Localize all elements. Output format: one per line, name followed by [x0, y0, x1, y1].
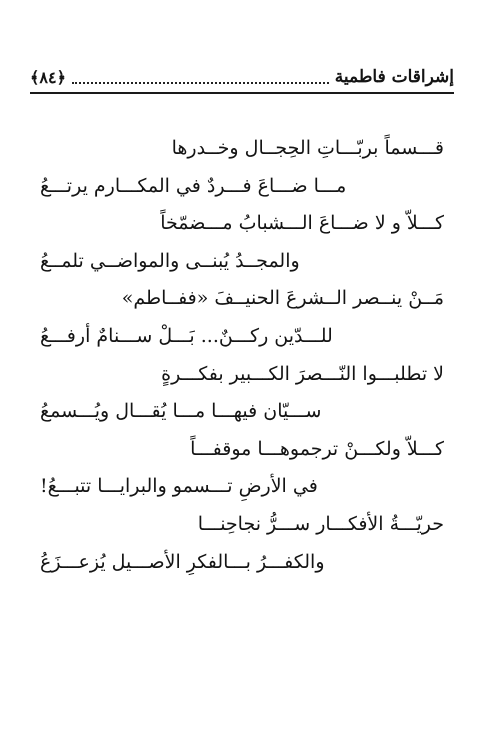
- verse-line: كـــلاّ ولكـــنْ ترجموهـــا موقفـــاً: [190, 437, 444, 460]
- verse-line: حريّـــةُ الأفكـــار ســـرُّ نجاحِنـــا: [197, 512, 444, 535]
- verse-line: والكفـــرُ بـــالفكرِ الأصـــيل يُزعـــزَعُ: [40, 550, 325, 573]
- verse-line: والمجــدُ يُبنــى والمواضــي تلمــعُ: [40, 249, 300, 272]
- verse-line: ســـيّان فيهـــا مـــا يُقـــال ويُـــسمعُ: [40, 400, 322, 423]
- verse-line: مَــنْ ينــصر الــشرعَ الحنيــفَ «ففــاطم»: [121, 287, 444, 310]
- verse-line: في الأرضِ تـــسمو والبرايـــا تتبـــعُ!: [40, 475, 318, 498]
- poem: [40, 130, 444, 581]
- header-rule: [30, 92, 454, 94]
- verse-line: مـــا ضـــاعَ فـــردٌ في المكـــارم يرتـــعُ: [40, 174, 347, 197]
- verse-line: لا تطلبـــوا النّـــصرَ الكـــبير بفكـــرةٍ: [161, 362, 444, 385]
- verse-line: كـــلاّ و لا ضـــاعَ الـــشبابُ مـــضمّخاً: [160, 212, 444, 235]
- verse-line: قـــسماً بربّـــاتِ الحِجــال وخــدرها: [171, 137, 444, 159]
- page-number: ﴿٨٤﴾: [30, 67, 66, 87]
- running-title: إشراقات فاطمية: [334, 67, 454, 87]
- page-header: [30, 62, 454, 92]
- verse-line: للـــدّين ركـــنٌ... بَـــلْ ســـنامٌ أرفـــعُ: [40, 324, 333, 347]
- leader-dots: [72, 82, 329, 84]
